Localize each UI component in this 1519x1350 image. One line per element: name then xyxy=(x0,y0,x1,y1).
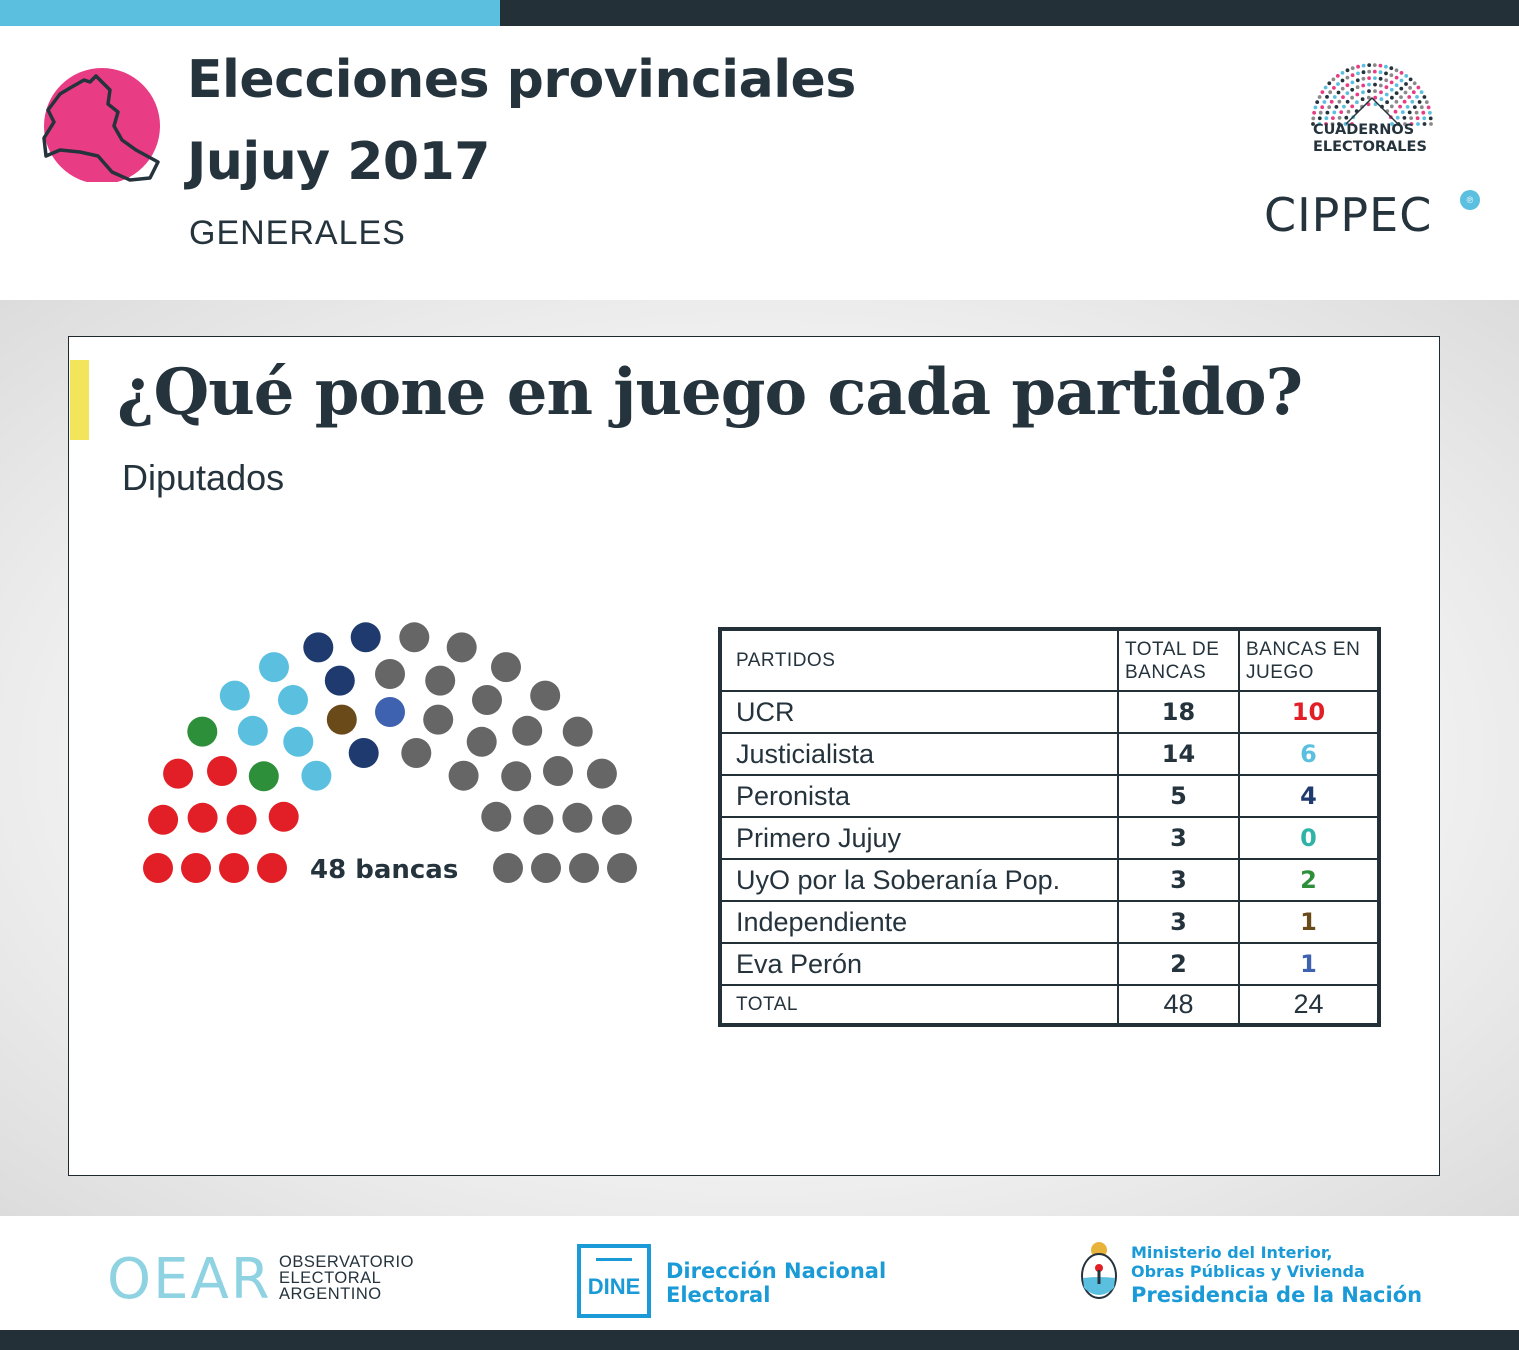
at-stake-value: 2 xyxy=(1239,859,1379,901)
dne-line1: Dirección Nacional xyxy=(666,1259,887,1283)
ministry-line1: Ministerio del Interior, xyxy=(1131,1243,1333,1262)
ministry-line2: Obras Públicas y Vivienda xyxy=(1131,1262,1365,1281)
logo-dot xyxy=(1373,63,1377,67)
logo-dot xyxy=(1425,100,1429,104)
logo-dot xyxy=(1314,106,1318,110)
seat-dot xyxy=(269,802,299,832)
party-name: UyO por la Soberanía Pop. xyxy=(720,859,1118,901)
seat-dot xyxy=(259,652,289,682)
seat-dot xyxy=(563,717,593,747)
logo-dot xyxy=(1367,70,1371,74)
logo-dot xyxy=(1341,71,1345,75)
oear-line2: ELECTORAL xyxy=(279,1269,382,1287)
seat-dot xyxy=(181,853,211,883)
seat-dot xyxy=(562,803,592,833)
seat-dot xyxy=(143,853,173,883)
logo-dot xyxy=(1344,116,1348,120)
seat-dot xyxy=(447,632,477,662)
logo-dot xyxy=(1350,88,1354,92)
logo-dot xyxy=(1395,76,1399,80)
logo-dot xyxy=(1350,105,1354,109)
seat-dot xyxy=(467,727,497,757)
logo-dot xyxy=(1346,91,1350,95)
logo-dot xyxy=(1336,82,1340,86)
seat-dot xyxy=(449,761,479,791)
logo-dot xyxy=(1420,90,1424,94)
logo-dot xyxy=(1346,68,1350,72)
seat-dot xyxy=(501,761,531,791)
logo-dot xyxy=(1379,90,1383,94)
main-question: ¿Qué pone en juego cada partido? xyxy=(117,355,1303,430)
logo-dot xyxy=(1412,90,1416,94)
logo-roof xyxy=(1346,98,1398,124)
seat-dot xyxy=(512,716,542,746)
seat-dot xyxy=(163,759,193,789)
seat-dot xyxy=(249,761,279,791)
table-row xyxy=(720,691,1379,733)
logo-dot xyxy=(1356,85,1360,89)
logo-dot xyxy=(1429,122,1433,126)
seat-dot xyxy=(187,717,217,747)
logo-dot xyxy=(1362,70,1366,74)
seat-dot xyxy=(375,697,405,727)
header-total-bancas: TOTAL DE BANCAS xyxy=(1118,629,1239,691)
national-shield-icon xyxy=(1078,1240,1120,1304)
logo-dot xyxy=(1390,81,1394,85)
logo-dot xyxy=(1408,111,1412,115)
seat-dot xyxy=(493,853,523,883)
logo-dot xyxy=(1351,81,1355,85)
logo-dot xyxy=(1311,117,1315,121)
logo-dot xyxy=(1406,105,1410,109)
logo-dot xyxy=(1361,90,1365,94)
seat-dot xyxy=(401,738,431,768)
logo-dot xyxy=(1385,93,1389,97)
logo-dot xyxy=(1325,116,1329,120)
table-row xyxy=(720,901,1379,943)
logo-dot xyxy=(1338,116,1342,120)
table-row xyxy=(720,817,1379,859)
dne-text xyxy=(666,1259,886,1307)
table-row xyxy=(720,859,1379,901)
total-label: TOTAL xyxy=(720,985,1118,1025)
logo-dot xyxy=(1409,78,1413,82)
oear-logo: OEAR xyxy=(107,1247,272,1312)
seat-dot xyxy=(325,666,355,696)
logo-dot xyxy=(1333,95,1337,99)
logo-dot xyxy=(1336,74,1340,78)
ministry-text xyxy=(1131,1243,1422,1309)
party-name: Primero Jujuy xyxy=(720,817,1118,859)
seat-dot xyxy=(148,805,178,835)
logo-dot xyxy=(1395,83,1399,87)
logo-dot xyxy=(1420,105,1424,109)
seat-dot xyxy=(375,659,405,689)
total-seats-value: 14 xyxy=(1118,733,1239,775)
logo-dot xyxy=(1341,79,1345,83)
logo-dot xyxy=(1400,79,1404,83)
seat-dot xyxy=(327,705,357,735)
logo-dot xyxy=(1379,70,1383,74)
title-accent-bar xyxy=(70,360,89,440)
seat-dot xyxy=(303,632,333,662)
cuadernos-line2: ELECTORALES xyxy=(1313,139,1427,155)
logo-dot xyxy=(1347,110,1351,114)
logo-dot xyxy=(1404,82,1408,86)
total-seats-value: 3 xyxy=(1118,817,1239,859)
logo-dot xyxy=(1320,105,1324,109)
logo-dot xyxy=(1379,64,1383,68)
logo-dot xyxy=(1404,74,1408,78)
logo-dot xyxy=(1385,85,1389,89)
logo-dot xyxy=(1337,91,1341,95)
logo-dot xyxy=(1351,73,1355,77)
seat-dot xyxy=(220,681,250,711)
logo-dot xyxy=(1356,65,1360,69)
total-seats-value: 2 xyxy=(1118,943,1239,985)
logo-dot xyxy=(1395,100,1399,104)
seat-dot xyxy=(602,805,632,835)
logo-dot xyxy=(1361,97,1365,101)
logo-dot xyxy=(1390,88,1394,92)
logo-dot xyxy=(1390,73,1394,77)
logo-dot xyxy=(1323,100,1327,104)
logo-dot xyxy=(1367,63,1371,67)
logo-dot xyxy=(1356,78,1360,82)
logo-dot xyxy=(1339,110,1343,114)
seat-dot xyxy=(491,652,521,682)
seat-dot xyxy=(587,759,617,789)
cippec-badge-icon: ℗ xyxy=(1460,190,1480,210)
logo-dot xyxy=(1330,100,1334,104)
logo-dot xyxy=(1346,83,1350,87)
logo-dot xyxy=(1312,111,1316,115)
logo-dot xyxy=(1395,91,1399,95)
logo-dot xyxy=(1417,86,1421,90)
seat-dot xyxy=(188,803,218,833)
total-seats-sum: 48 xyxy=(1118,985,1239,1025)
table-header-row xyxy=(720,629,1379,691)
logo-dot xyxy=(1390,96,1394,100)
table-total-row xyxy=(720,985,1379,1025)
logo-dot xyxy=(1373,89,1377,93)
seat-dot xyxy=(257,853,287,883)
seat-dot xyxy=(472,685,502,715)
dine-logo-line xyxy=(596,1258,632,1261)
dine-logo-text: DINE xyxy=(587,1274,641,1299)
logo-dot xyxy=(1422,116,1426,120)
logo-dot xyxy=(1315,100,1319,104)
logo-dot xyxy=(1415,95,1419,99)
logo-dot xyxy=(1367,76,1371,80)
seat-dot xyxy=(530,681,560,711)
oear-line3: ARGENTINO xyxy=(279,1285,382,1303)
logo-dot xyxy=(1362,64,1366,68)
logo-dot xyxy=(1338,100,1342,104)
logo-dot xyxy=(1410,100,1414,104)
logo-dot xyxy=(1341,95,1345,99)
logo-dot xyxy=(1373,76,1377,80)
at-stake-sum: 24 xyxy=(1239,985,1379,1025)
total-seats-value: 3 xyxy=(1118,901,1239,943)
logo-dot xyxy=(1404,91,1408,95)
cuadernos-line1: CUADERNOS xyxy=(1313,122,1415,138)
logo-dot xyxy=(1342,105,1346,109)
logo-dot xyxy=(1373,70,1377,74)
logo-dot xyxy=(1318,95,1322,99)
seat-dot xyxy=(569,853,599,883)
logo-dot xyxy=(1390,105,1394,109)
at-stake-value: 10 xyxy=(1239,691,1379,733)
subtitle: GENERALES xyxy=(189,214,406,252)
oear-line1: OBSERVATORIO xyxy=(279,1253,414,1271)
seats-total-label: 48 bancas xyxy=(310,855,459,885)
logo-dot xyxy=(1346,100,1350,104)
seat-dot xyxy=(423,705,453,735)
logo-dot xyxy=(1362,77,1366,81)
logo-dot xyxy=(1399,87,1403,91)
cuadernos-electorales-text xyxy=(1313,122,1427,156)
at-stake-value: 6 xyxy=(1239,733,1379,775)
logo-dot xyxy=(1385,100,1389,104)
seat-dot xyxy=(531,853,561,883)
logo-dot xyxy=(1325,95,1329,99)
logo-dot xyxy=(1327,105,1331,109)
logo-dot xyxy=(1401,110,1405,114)
logo-dot xyxy=(1318,116,1322,120)
logo-dot xyxy=(1396,116,1400,120)
at-stake-value: 4 xyxy=(1239,775,1379,817)
header-bancas-en-juego: BANCAS EN JUEGO xyxy=(1239,629,1379,691)
logo-dot xyxy=(1346,76,1350,80)
seat-dot xyxy=(543,756,573,786)
logo-dot xyxy=(1399,95,1403,99)
logo-dot xyxy=(1351,66,1355,70)
total-seats-value: 3 xyxy=(1118,859,1239,901)
seat-dot xyxy=(607,853,637,883)
seat-dot xyxy=(399,622,429,652)
dne-line2: Electoral xyxy=(666,1283,771,1307)
logo-dot xyxy=(1361,84,1365,88)
logo-dot xyxy=(1428,111,1432,115)
logo-dot xyxy=(1400,71,1404,75)
logo-dot xyxy=(1403,100,1407,104)
seat-dot xyxy=(278,685,308,715)
logo-dot xyxy=(1394,110,1398,114)
logo-dot xyxy=(1429,117,1433,121)
ministry-line3: Presidencia de la Nación xyxy=(1131,1283,1423,1307)
party-name: Independiente xyxy=(720,901,1118,943)
logo-dot xyxy=(1423,95,1427,99)
logo-dot xyxy=(1380,97,1384,101)
logo-dot xyxy=(1389,66,1393,70)
logo-dot xyxy=(1421,111,1425,115)
logo-dot xyxy=(1319,111,1323,115)
chamber-name: Diputados xyxy=(122,457,285,498)
logo-dot xyxy=(1384,78,1388,82)
party-name: Eva Perón xyxy=(720,943,1118,985)
cippec-logo: CIPPEC xyxy=(1264,188,1433,242)
party-name: Justicialista xyxy=(720,733,1118,775)
title-line-1: Elecciones provinciales xyxy=(187,50,856,110)
seat-dot xyxy=(301,761,331,791)
logo-dot xyxy=(1379,77,1383,81)
cuadernos-electorales-logo-icon xyxy=(1310,58,1434,128)
seat-dot xyxy=(523,805,553,835)
logo-dot xyxy=(1332,111,1336,115)
logo-dot xyxy=(1332,86,1336,90)
logo-dot xyxy=(1384,65,1388,69)
logo-dot xyxy=(1367,89,1371,93)
logo-dot xyxy=(1332,78,1336,82)
logo-dot xyxy=(1324,86,1328,90)
logo-dot xyxy=(1367,83,1371,87)
seat-dot xyxy=(207,756,237,786)
header-partidos: PARTIDOS xyxy=(720,629,1118,691)
seat-dot xyxy=(351,622,381,652)
logo-dot xyxy=(1403,116,1407,120)
logo-dot xyxy=(1355,93,1359,97)
results-table xyxy=(718,627,1381,1027)
logo-dot xyxy=(1395,68,1399,72)
total-seats-value: 5 xyxy=(1118,775,1239,817)
top-bar-accent xyxy=(0,0,500,26)
logo-dot xyxy=(1356,72,1360,76)
logo-dot xyxy=(1415,111,1419,115)
logo-dot xyxy=(1409,116,1413,120)
logo-dot xyxy=(1328,90,1332,94)
at-stake-value: 1 xyxy=(1239,901,1379,943)
logo-dot xyxy=(1331,116,1335,120)
logo-dot xyxy=(1341,87,1345,91)
logo-dot xyxy=(1413,81,1417,85)
logo-dot xyxy=(1416,116,1420,120)
at-stake-value: 1 xyxy=(1239,943,1379,985)
title-line-2: Jujuy 2017 xyxy=(187,132,490,192)
table-row xyxy=(720,775,1379,817)
table-row xyxy=(720,943,1379,985)
seat-dot xyxy=(481,802,511,832)
logo-dot xyxy=(1407,95,1411,99)
party-name: UCR xyxy=(720,691,1118,733)
footer-bar xyxy=(0,1330,1519,1350)
logo-dot xyxy=(1326,111,1330,115)
logo-dot xyxy=(1373,83,1377,87)
seat-dot xyxy=(227,805,257,835)
jujuy-province-map-icon xyxy=(40,52,165,182)
logo-dot xyxy=(1427,106,1431,110)
logo-dot xyxy=(1321,90,1325,94)
seat-dot xyxy=(238,716,268,746)
seat-dot xyxy=(219,853,249,883)
logo-dot xyxy=(1379,84,1383,88)
logo-dot xyxy=(1408,86,1412,90)
total-seats-value: 18 xyxy=(1118,691,1239,733)
logo-dot xyxy=(1413,105,1417,109)
logo-dot xyxy=(1384,72,1388,76)
party-name: Peronista xyxy=(720,775,1118,817)
logo-dot xyxy=(1350,96,1354,100)
table-row xyxy=(720,733,1379,775)
seat-dot xyxy=(425,666,455,696)
logo-dot xyxy=(1327,81,1331,85)
logo-dot xyxy=(1335,105,1339,109)
logo-dot xyxy=(1355,100,1359,104)
seat-dot xyxy=(283,727,313,757)
logo-dot xyxy=(1418,100,1422,104)
seat-dot xyxy=(349,738,379,768)
at-stake-value: 0 xyxy=(1239,817,1379,859)
logo-dot xyxy=(1398,105,1402,109)
oear-text xyxy=(279,1254,414,1302)
